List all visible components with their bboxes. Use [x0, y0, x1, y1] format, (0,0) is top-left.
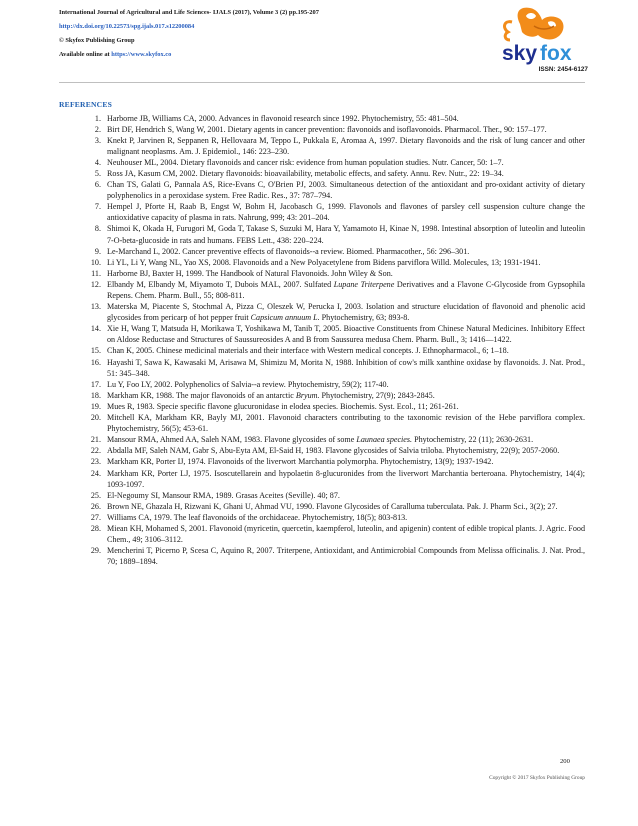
doi-link[interactable]: http://dx.doi.org/10.22573/spg.ijals.017.s12200084: [59, 23, 195, 30]
reference-italic-term: Lupane Triterpene: [333, 279, 395, 289]
reference-item: [90, 412, 585, 434]
reference-item: [94, 157, 585, 168]
reference-item: [91, 268, 585, 279]
reference-text: Mencherini T, Picerno P, Scesa C, Aquino R, 2007. Triterpene, Antioxidant, and Antimicrobial Compounds from Melissa officinalis. J. Nat. Prod., 70; 1889–1894.: [107, 546, 585, 567]
reference-number: 28.: [90, 523, 101, 533]
reference-list: [90, 113, 586, 568]
reference-item: [94, 246, 585, 257]
reference-item: [90, 434, 585, 445]
reference-item: [90, 512, 585, 523]
reference-text: Markham KR, Porter IJ, 1974. Flavonoids of the liverwort Marchantia polymorpha. Phytochemistry, 13(9); 1937-1942.: [107, 457, 494, 467]
reference-item: [94, 124, 585, 135]
reference-text: Williams CA, 1979. The leaf flavonoids of the orchidaceae. Phytochemistry, 18(5); 803-813.: [107, 512, 408, 522]
logo-word-fox: fox: [540, 42, 572, 65]
reference-text: Phytochemistry, 27(9); 2843-2845.: [319, 390, 435, 400]
availability-prefix: Available online at: [59, 51, 112, 58]
reference-item: [94, 113, 585, 124]
reference-text: Xie H, Wang T, Matsuda H, Morikawa T, Yoshikawa M, Tanib T, 2005. Bioactive Constituents from Chinese Natural Medicines. Inhibitory Effect on Aldose Reductase and Structures of Saussureosides A and B from Saussurea medusa Chem. Pharm. Bull., 3; 1416—1422.: [107, 324, 585, 345]
reference-item: [90, 490, 585, 501]
reference-text: Chan TS, Galati G, Pannala AS, Rice-Evans C, O'Brien PJ, 2003. Simultaneous detection of the antioxidant and pro-oxidant activity of dietary polyphenolics in a peroxidase system. Free Radic. Res., 37: 787–794.: [107, 180, 585, 201]
reference-text: Mansour RMA, Ahmed AA, Saleh NAM, 1983. Flavone glycosides of some: [107, 435, 357, 445]
reference-text: Markham KR, 1988. The major flavonoids of an antarctic: [107, 390, 296, 400]
reference-item: [94, 223, 585, 245]
reference-text: Harborne JB, Williams CA, 2000. Advances in flavonoid research since 1992. Phytochemistry, 55: 481–504.: [107, 113, 459, 123]
reference-item: [90, 357, 585, 379]
reference-number: 25.: [90, 490, 101, 500]
reference-number: 10.: [90, 257, 101, 267]
reference-item: [94, 179, 585, 201]
logo-word-sky: sky: [502, 42, 538, 65]
reference-number: 14.: [90, 324, 101, 334]
reference-number: 15.: [90, 346, 101, 356]
reference-number: 27.: [90, 512, 101, 522]
reference-item: [90, 257, 585, 268]
reference-number: 21.: [90, 435, 101, 445]
reference-item: [94, 168, 585, 179]
reference-number: 5.: [94, 168, 101, 178]
reference-text: Elbandy M, Elbandy M, Miyamoto T, Dubois MAL, 2007. Sulfated: [107, 279, 334, 289]
publisher-notice: © Skyfox Publishing Group: [59, 37, 135, 44]
reference-text: Phytochemistry, 22 (11); 2630-2631.: [412, 435, 534, 445]
reference-item: [94, 135, 585, 157]
reference-text: Mues R, 1983. Specie specific flavone glucuronidase in elodea species. Biochemis. Syst. Ecol., 11; 261-261.: [107, 401, 459, 411]
reference-italic-term: Capsicum annuum L.: [250, 313, 320, 323]
journal-header: [59, 8, 499, 59]
reference-number: 16.: [90, 357, 101, 367]
reference-italic-term: Launaea species.: [356, 435, 413, 445]
fox-emblem-icon: [490, 2, 586, 68]
reference-number: 2.: [94, 124, 101, 134]
reference-number: 3.: [94, 135, 101, 145]
reference-item: [90, 456, 585, 467]
reference-text: Birt DF, Hendrich S, Wang W, 2001. Dietary agents in cancer prevention: flavonoids and isoflavonoids. Pharmacol. Ther., 90: 157–177.: [107, 124, 547, 134]
reference-text: Abdalla MF, Saleh NAM, Gabr S, Abu-Eyta AM, El-Said H, 1983. Flavone glycosides of Salvia triloba. Phytochemistry, 22(9); 2057-2060.: [107, 446, 560, 456]
reference-number: 20.: [90, 413, 101, 423]
reference-item: [90, 345, 585, 356]
reference-number: 9.: [94, 246, 101, 256]
reference-number: 19.: [90, 401, 101, 411]
website-link[interactable]: https://www.skyfox.co: [111, 51, 172, 58]
reference-text: Markham KR, Porter LJ, 1975. Isoscutellarein and hypolaetin 8-glucuronides from the liverwort Marchantia berteroana. Phytochemistry, 14(4); 1093-1097.: [107, 468, 585, 489]
reference-text: Brown NE, Ghazala H, Rizwani K, Ghani U, Ahmad VU, 1990. Flavone Glycosides of Caralluma tuberculata. Pak. J. Pharm Sci., 3(2); 27.: [107, 501, 558, 511]
reference-item: [90, 390, 585, 401]
reference-text: Derivatives and a Flavone C-Glycoside from Gypsophila Repens. Chem. Pharm. Bull., 55; 808-811.: [107, 279, 586, 300]
journal-citation: International Journal of Agricultural and Life Sciences- IJALS (2017), Volume 3 (2) pp.195-207: [59, 9, 319, 16]
reference-number: 6.: [94, 180, 101, 190]
reference-item: [90, 445, 585, 456]
reference-text: Materska M, Piacente S, Stochmal A, Pizza C, Oleszek W, Perucka I, 2003. Isolation and structure elucidation of flavonoid and phenolic acid glycosides from pericarp of hot pepper fruit: [107, 302, 585, 323]
reference-italic-term: Bryum.: [295, 390, 320, 400]
reference-item: [94, 201, 585, 223]
reference-item: [90, 379, 585, 390]
reference-text: Shimoi K, Okada H, Furugori M, Goda T, Takase S, Suzuki M, Hara Y, Yamamoto H, Kinae N, 1998. Intestinal absorption of luteolin and luteolin 7-O-beta-glucoside in rats and humans. FEBS Lett., 438: 220–224.: [107, 224, 585, 245]
availability-line: [59, 50, 499, 59]
issn-number: ISSN: 2454-6127: [538, 66, 588, 73]
reference-text: Hempel J, Pforte H, Raab B, Engst W, Bohm H, Jacobasch G, 1999. Flavonols and flavones of parsley cell suspension culture change the antioxidative capacity of plasma in rats. Nahrung, 999; 43: 201–204.: [107, 202, 585, 223]
reference-item: [90, 501, 585, 512]
reference-item: [90, 523, 585, 545]
references-heading: REFERENCES: [59, 100, 113, 109]
reference-text: Hayashi T, Sawa K, Kawasaki M, Arisawa M, Shimizu M, Morita N, 1988. Inhibition of cow's milk xanthine oxidase by flavonoids. J. Nat. Prod., 51: 345–348.: [107, 357, 585, 378]
reference-number: 22.: [90, 446, 101, 456]
reference-number: 11.: [91, 268, 101, 278]
reference-text: Le-Marchand L, 2002. Cancer preventive effects of flavonoids--a review. Biomed. Pharmacother., 56: 296–301.: [107, 246, 470, 256]
reference-text: Miean KH, Mohamed S, 2001. Flavonoid (myricetin, quercetin, kaempferol, luteolin, and apigenin) content of edible tropical plants. J. Agric. Food Chem., 49; 3106–3112.: [107, 523, 585, 545]
reference-number: 17.: [90, 379, 101, 389]
reference-text: Chan K, 2005. Chinese medicinal materials and their interface with Western medical concepts. J. Ethnopharmacol., 6; 1–18.: [107, 346, 509, 356]
reference-text: Knekt P, Jarvinen R, Seppanen R, Hellovaara M, Teppo L, Pukkala E, Aromaa A, 1997. Dietary flavonoids and the risk of lung cancer and other malignant neoplasms. Am. J. Epidemiol., 146: 223–230.: [107, 135, 585, 156]
reference-number: 24.: [90, 468, 101, 478]
reference-number: 23.: [90, 457, 101, 467]
reference-item: [90, 279, 586, 301]
header-divider: [59, 82, 585, 83]
reference-text: Phytochemistry, 63; 893-8.: [319, 313, 410, 323]
reference-item: [90, 545, 585, 567]
reference-number: 13.: [90, 302, 101, 312]
reference-number: 7.: [94, 202, 101, 212]
page-number: 200: [560, 758, 570, 765]
reference-item: [90, 301, 585, 323]
reference-item: [90, 401, 585, 412]
reference-text: Lu Y, Foo LY, 2002. Polyphenolics of Salvia--a review. Phytochemistry, 59(2); 117-40.: [107, 379, 389, 389]
reference-text: Li YL, Li Y, Wang NL, Yao XS, 2008. Flavonoids and a New Polyacetylene from Bidens parviflora Willd. Molecules, 13; 1931-1941.: [107, 257, 541, 267]
reference-number: 1.: [94, 113, 101, 123]
reference-text: Ross JA, Kasum CM, 2002. Dietary flavonoids: bioavailability, metabolic effects, and safety. Annu. Rev. Nutr., 22: 19–34.: [107, 168, 504, 178]
reference-number: 8.: [94, 224, 101, 234]
copyright-notice: Copyright © 2017 Skyfox Publishing Group: [489, 775, 585, 781]
reference-number: 18.: [90, 390, 101, 400]
reference-item: [90, 323, 585, 345]
reference-text: Harborne BJ, Baxter H, 1999. The Handbook of Natural Flavonoids. John Wiley & Son.: [107, 268, 393, 278]
reference-number: 4.: [94, 157, 101, 167]
reference-text: Neuhouser ML, 2004. Dietary flavonoids and cancer risk: evidence from human population studies. Nutr. Cancer, 50: 1–7.: [107, 157, 504, 167]
reference-number: 26.: [90, 501, 101, 511]
reference-text: El-Negoumy SI, Mansour RMA, 1989. Grasas Aceites (Seville). 40; 87.: [107, 490, 340, 500]
reference-text: Mitchell KA, Markham KR, Bayly MJ, 2001. Flavonoid characters contributing to the taxonomic revision of the Hebe parviflora complex. Phytochemistry, 56(5); 453-61.: [107, 413, 585, 434]
reference-item: [90, 468, 585, 490]
reference-number: 12.: [90, 279, 101, 289]
reference-number: 29.: [90, 546, 101, 556]
